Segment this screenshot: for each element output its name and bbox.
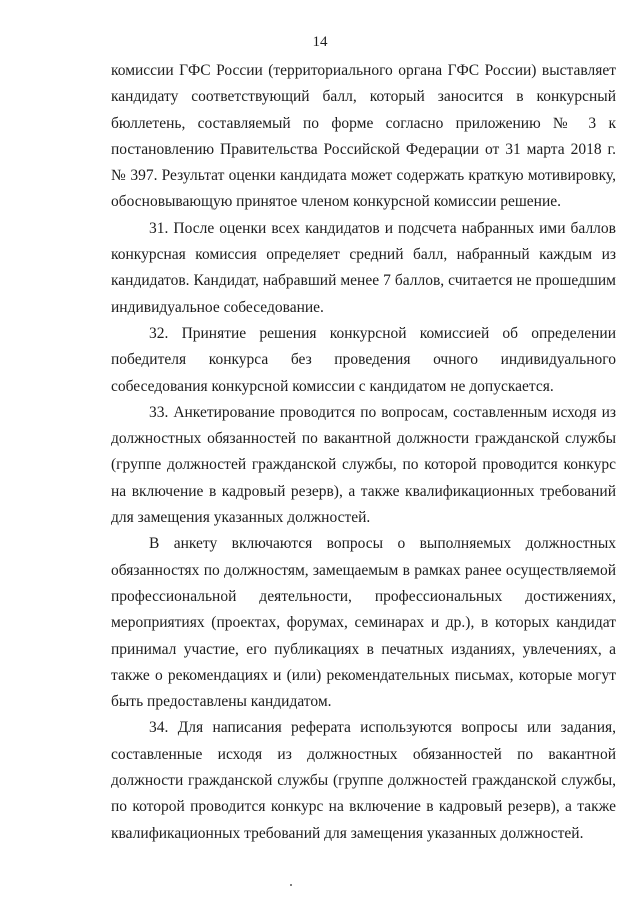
scan-speck <box>290 884 292 886</box>
paragraph-questionnaire: В анкету включаются вопросы о выполняемых должностных обязанностях по должностям, замещаемым в рамках ранее осуществляемой профессиональной деятельности, профессиональных достижениях, мероприятиях (проектах, форумах, семинарах и др.), в которых кандидат принимал участие, его публикациях в печатных изданиях, увлечениях, а также о рекомендациях и (или) рекомендательных письмах, которые могут быть предоставлены кандидатом. <box>111 535 616 711</box>
document-body <box>111 58 616 847</box>
page-number: 14 <box>312 34 328 50</box>
paragraph-34: 34. Для написания реферата используются вопросы или задания, составленные исходя из должностных обязанностей по вакантной должности гражданской службы (группе должностей гражданской службы, по которой проводится конкурс на включение в кадровый резерв), а также квалификационных требований для замещения указанных должностей. <box>111 719 616 842</box>
paragraph-31: 31. После оценки всех кандидатов и подсчета набранных ими баллов конкурсная комиссия определяет средний балл, набранный каждым из кандидатов. Кандидат, набравший менее 7 баллов, считается не прошедшим индивидуальное собеседование. <box>111 219 616 316</box>
paragraph-33: 33. Анкетирование проводится по вопросам, составленным исходя из должностных обязанностей по вакантной должности гражданской службы (группе должностей гражданской службы, по которой проводится конкурс на включение в кадровый резерв), а также квалификационных требований для замещения указанных должностей. <box>111 403 616 527</box>
paragraph-32: 32. Принятие решения конкурсной комиссией об определении победителя конкурса без проведения очного индивидуального собеседования конкурсной комиссии с кандидатом не допускается. <box>111 324 616 395</box>
paragraph-continuation: комиссии ГФС России (территориального органа ГФС России) выставляет кандидату соответствующий балл, который заносится в конкурсный бюллетень, составляемый по форме согласно приложению № 3 к постановлению Правительства Российской Федерации от 31 марта 2018 г. № 397. Результат оценки кандидата может содержать краткую мотивировку, обосновывающую принятое членом конкурсной комиссии решение. <box>111 62 616 211</box>
